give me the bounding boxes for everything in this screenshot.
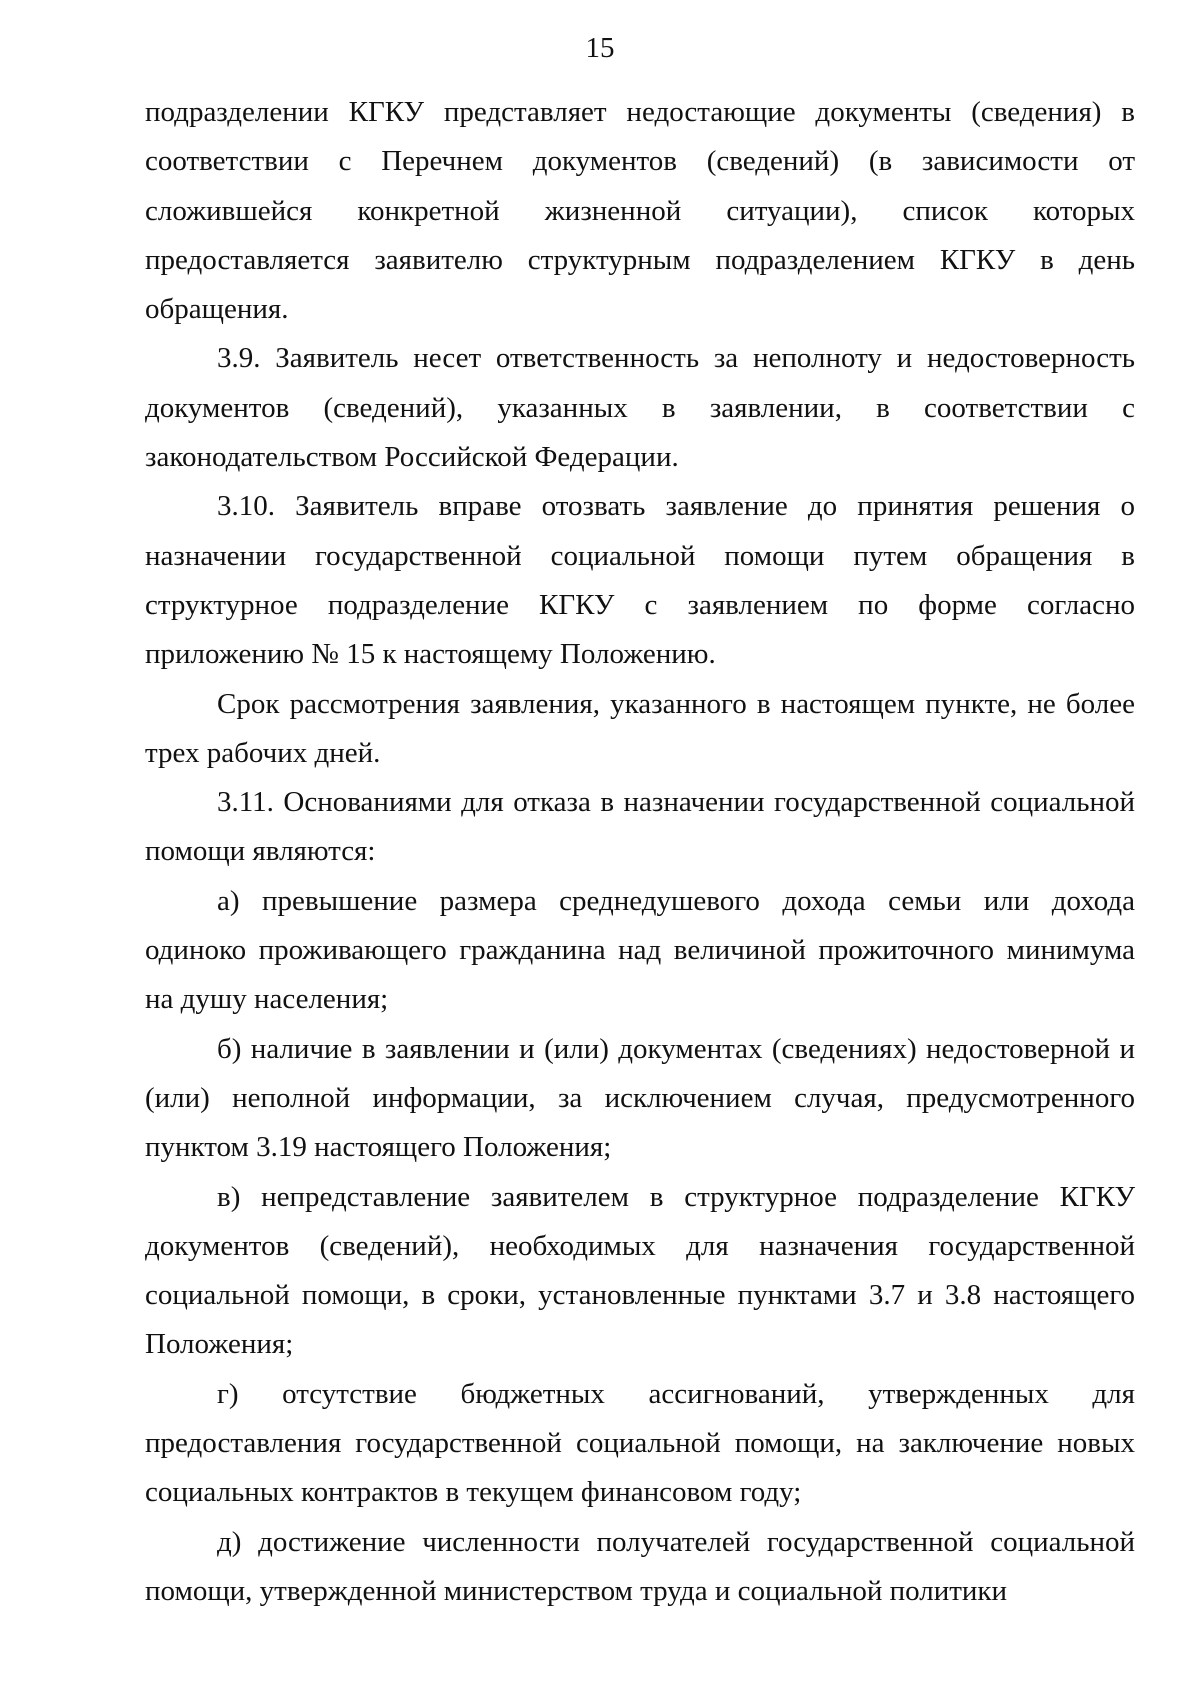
paragraph-clause-3-11-g: г) отсутствие бюджетных ассигнований, утвержденных для предоставления государственной социальной помощи, на заключение новых социальных контрактов в текущем финансовом году; (145, 1377, 1135, 1509)
document-body (145, 88, 1135, 1616)
paragraph-clause-3-9: 3.9. Заявитель несет ответственность за неполноту и недостоверность документов (сведений), указанных в заявлении, в соответствии с законодательством Российской Федерации. (145, 342, 1135, 474)
paragraph-clause-3-11-b: б) наличие в заявлении и (или) документах (сведениях) недостоверной и (или) неполной информации, за исключением случая, предусмотренного пунктом 3.19 настоящего Положения; (145, 1032, 1135, 1164)
paragraph-continuation: подразделении КГКУ представляет недостающие документы (сведения) в соответствии с Перечнем документов (сведений) (в зависимости от сложившейся конкретной жизненной ситуации), список которых предоставляется заявителю структурным подразделением КГКУ в день обращения. (145, 96, 1135, 326)
paragraph-clause-3-10-term: Срок рассмотрения заявления, указанного в настоящем пункте, не более трех рабочих дней. (145, 687, 1135, 769)
page-number: 15 (585, 32, 615, 64)
paragraph-clause-3-11-v: в) непредставление заявителем в структурное подразделение КГКУ документов (сведений), необходимых для назначения государственной социальной помощи, в сроки, установленные пунктами 3.7 и 3.8 настоящего Положения; (145, 1180, 1135, 1361)
paragraph-clause-3-11: 3.11. Основаниями для отказа в назначении государственной социальной помощи являются: (145, 786, 1135, 868)
paragraph-clause-3-10: 3.10. Заявитель вправе отозвать заявление до принятия решения о назначении государственной социальной помощи путем обращения в структурное подразделение КГКУ с заявлением по форме согласно приложению № 15 к настоящему Положению. (145, 490, 1135, 671)
paragraph-clause-3-11-a: а) превышение размера среднедушевого дохода семьи или дохода одиноко проживающего гражданина над величиной прожиточного минимума на душу населения; (145, 884, 1135, 1016)
paragraph-clause-3-11-d: д) достижение численности получателей государственной социальной помощи, утвержденной министерством труда и социальной политики (145, 1525, 1135, 1607)
